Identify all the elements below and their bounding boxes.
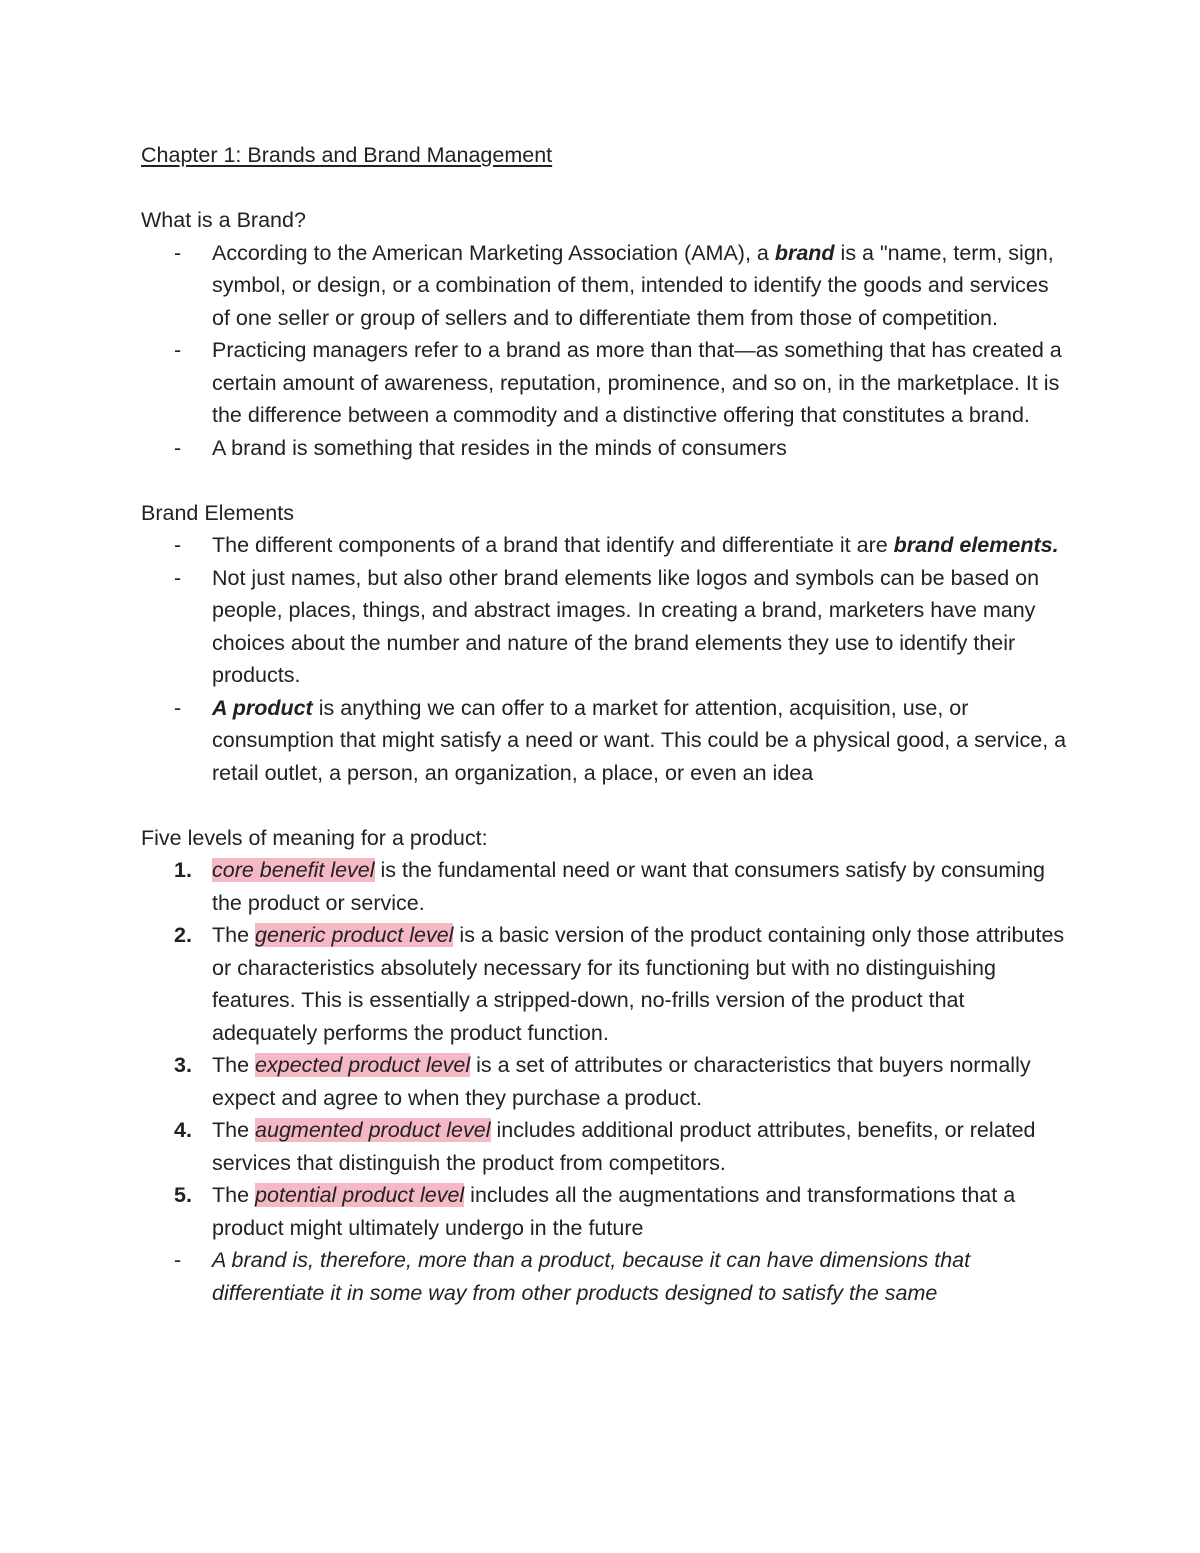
section-heading-five-levels: Five levels of meaning for a product: [141,825,488,850]
list-item [141,854,1071,919]
dash-bullet: - [174,533,182,557]
spacer [141,464,1071,497]
list-number: 5. [174,1183,192,1207]
spacer [141,789,1071,822]
list-item-text: is a basic version of the product containing only those attributes or characteristics absolutely necessary for its functioning but with no distinguishing features. This is essentially a stripped-down, no-frills version of the product that adequately performs the product function. [212,923,1065,1045]
dash-bullet: - [174,435,182,460]
spacer [141,172,1071,205]
dash-bullet: - [174,338,182,362]
list-item-text: Practicing managers refer to a brand as more than that—as something that has created a certain amount of awareness, reputation, prominence, and so on, in the marketplace. It is the difference between a commodity and a distinctive offering that constitutes a brand. [212,338,1062,427]
list-item-text: is the fundamental need or want that consumers satisfy by consuming the product or service. [212,858,1045,915]
list-item-text: is a set of attributes or characteristics that buyers normally expect and agree to when they purchase a product. [212,1053,1031,1110]
list-item-text: includes all the augmentations and transformations that a product might ultimately undergo in the future [212,1183,1016,1240]
list-item-text: According to the American Marketing Association (AMA), a [212,240,775,265]
dash-bullet: - [174,565,182,590]
list-item-text: A brand is something that resides in the minds of consumers [212,435,787,460]
highlighted-term: augmented product level [255,1118,491,1142]
list-item [141,919,1071,1049]
dash-bullet: - [174,1248,182,1272]
list-item [141,334,1071,432]
list-item [141,529,1071,562]
list-item-text: The different components of a brand that identify and differentiate it are [212,533,894,557]
bold-term: A product [212,695,313,720]
list-item [141,1244,1071,1309]
bold-term: brand elements. [893,533,1059,557]
highlighted-term: potential product level [255,1183,465,1207]
list-number: 3. [174,1053,192,1077]
document-page [141,139,1071,1309]
list-number: 4. [174,1118,192,1142]
list-item-text: The [212,1118,256,1142]
list-item [141,692,1071,790]
highlighted-term: expected product level [255,1053,471,1077]
list-item-text: Not just names, but also other brand elements like logos and symbols can be based on people, places, things, and abstract images. In creating a brand, marketers have many choices about the number and nature of the brand elements they use to identify their products. [212,565,1040,687]
list-item [141,432,1071,465]
bullet-list-brand-elements [141,529,1071,789]
page-title: Chapter 1: Brands and Brand Management [141,143,553,167]
list-item [141,1114,1071,1179]
list-item [141,1049,1071,1114]
list-item-text: The [212,1183,256,1207]
highlighted-term: generic product level [255,923,454,947]
list-item-text: is a "name, term, sign, symbol, or design, or a combination of them, intended to identify the goods and services of one seller or group of sellers and to differentiate them from those of competition. [212,240,1054,330]
dash-bullet: - [174,695,182,720]
list-item [141,237,1071,335]
list-item [141,562,1071,692]
list-number: 1. [174,858,192,882]
bullet-list-brand-definition [141,237,1071,465]
list-item [141,1179,1071,1244]
bullet-list-closing [141,1244,1071,1309]
bold-term: brand [774,240,835,265]
list-item-text: is anything we can offer to a market for attention, acquisition, use, or consumption that might satisfy a need or want. This could be a physical good, a service, a retail outlet, a person, an organization, a place, or even an idea [212,695,1067,785]
dash-bullet: - [174,240,182,265]
list-item-text: The [212,923,256,947]
section-heading-brand-elements: Brand Elements [141,500,294,525]
numbered-list-product-levels [141,854,1071,1244]
list-number: 2. [174,923,192,947]
highlighted-term: core benefit level [212,858,375,882]
section-heading-what-is-a-brand: What is a Brand? [141,208,306,232]
list-item-text: The [212,1053,256,1077]
list-item-text: includes additional product attributes, benefits, or related services that distinguish the product from competitors. [212,1118,1036,1175]
closing-statement: A brand is, therefore, more than a product, because it can have dimensions that differentiate it in some way from other products designed to satisfy the same [212,1248,971,1305]
